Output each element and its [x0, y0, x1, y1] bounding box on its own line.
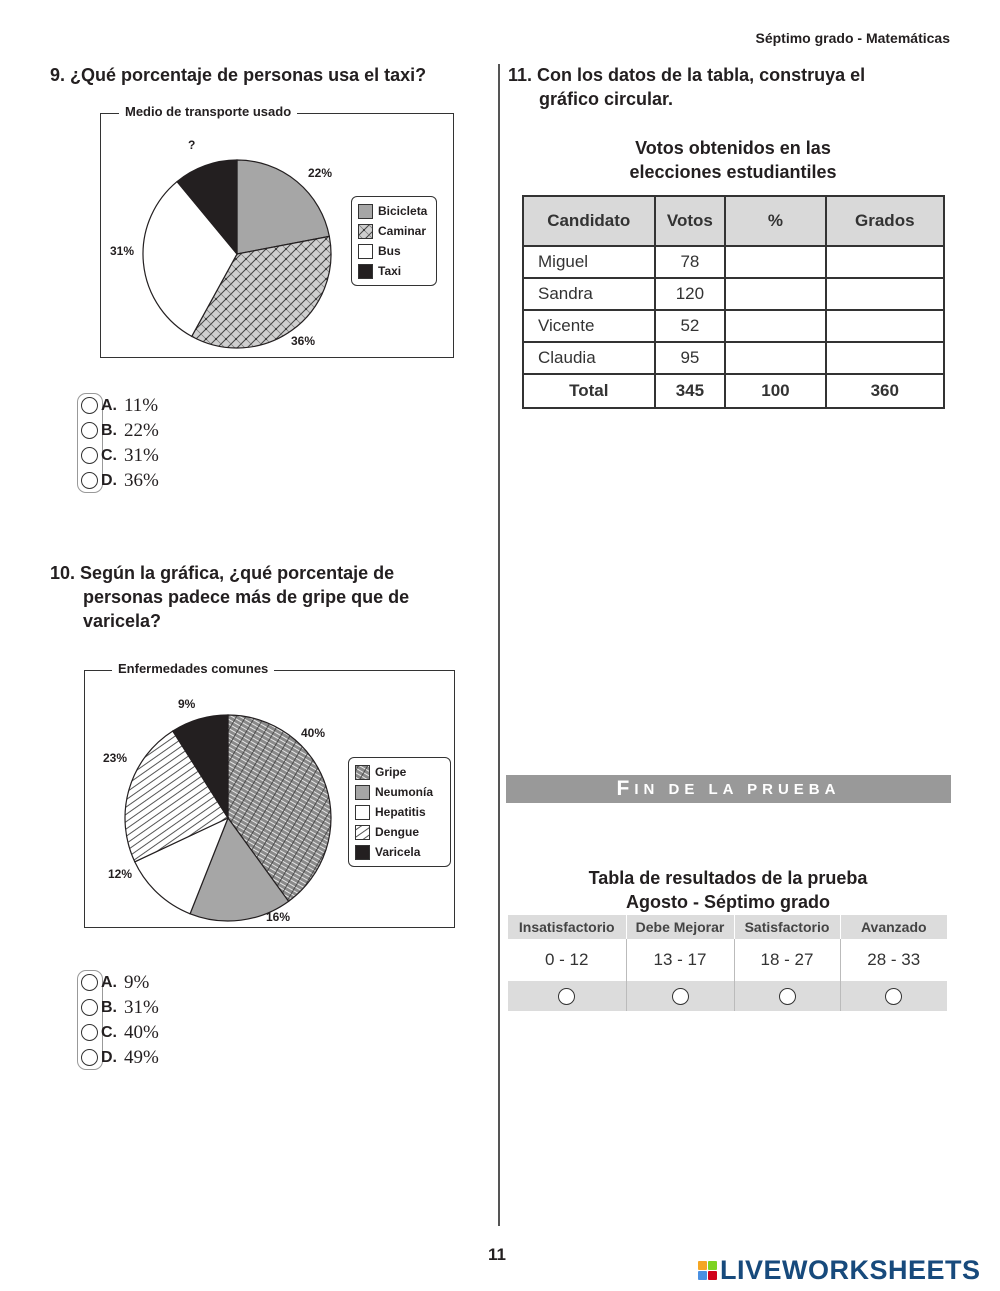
- votes-table: [522, 195, 945, 409]
- cell-grados-input[interactable]: [826, 278, 944, 310]
- radio-bubble[interactable]: [81, 472, 98, 489]
- swatch-dengue: [355, 825, 370, 840]
- question-9-number: 9.: [50, 65, 66, 85]
- header-candidato: Candidato: [523, 196, 655, 246]
- pct-label-gripe: 40%: [301, 726, 326, 740]
- cell-votes: 95: [655, 342, 726, 374]
- legend-item-taxi: Taxi: [358, 261, 430, 281]
- legend-item-dengue: Dengue: [355, 822, 444, 842]
- pct-label-caminar: 36%: [291, 334, 316, 348]
- radio-bubble[interactable]: [81, 422, 98, 439]
- cell-votes: 78: [655, 246, 726, 278]
- header-votos: Votos: [655, 196, 726, 246]
- radio-bubble[interactable]: [81, 397, 98, 414]
- total-grados: 360: [826, 374, 944, 408]
- question-10-number: 10.: [50, 563, 76, 583]
- liveworksheets-logo-icon: [698, 1261, 717, 1280]
- cell-grados-input[interactable]: [826, 342, 944, 374]
- cell-pct-input[interactable]: [725, 342, 825, 374]
- swatch-caminar: [358, 224, 373, 239]
- results-table-title: Tabla de resultados de la prueba Agosto - Séptimo grado: [588, 868, 868, 912]
- radio-bubble[interactable]: [81, 447, 98, 464]
- cell-votes: 120: [655, 278, 726, 310]
- swatch-gripe: [355, 765, 370, 780]
- radio-bubble[interactable]: [779, 988, 796, 1005]
- q9-option-a[interactable]: A. 11%: [81, 393, 159, 418]
- radio-bubble[interactable]: [81, 1024, 98, 1041]
- legend-item-bicicleta: Bicicleta: [358, 201, 430, 221]
- results-range-row: [508, 939, 947, 981]
- votes-table-title: Votos obtenidos en las elecciones estudiantiles: [629, 138, 837, 182]
- cell-candidate: Sandra: [523, 278, 655, 310]
- cell-pct-input[interactable]: [725, 310, 825, 342]
- results-header-satisfactorio: Satisfactorio: [734, 915, 840, 939]
- swatch-hepatitis: [355, 805, 370, 820]
- results-bubble-row: [508, 981, 947, 1011]
- table-row: [523, 342, 944, 374]
- result-option-debe-mejorar[interactable]: [626, 981, 734, 1011]
- q9-option-c[interactable]: C. 31%: [81, 443, 159, 468]
- total-votes: 345: [655, 374, 726, 408]
- cell-grados-input[interactable]: [826, 246, 944, 278]
- swatch-bicicleta: [358, 204, 373, 219]
- legend-item-bus: Bus: [358, 241, 430, 261]
- cell-votes: 52: [655, 310, 726, 342]
- q10-option-d[interactable]: D. 49%: [81, 1045, 159, 1070]
- header-grados: Grados: [826, 196, 944, 246]
- radio-bubble[interactable]: [885, 988, 902, 1005]
- question-11-number: 11.: [508, 65, 533, 85]
- table-total-row: [523, 374, 944, 408]
- total-label: Total: [523, 374, 655, 408]
- legend-item-gripe: Gripe: [355, 762, 444, 782]
- chart-transporte: [100, 104, 454, 358]
- results-header-row: [508, 915, 947, 939]
- pct-label-bus: 31%: [110, 244, 135, 258]
- results-header-insatisfactorio: Insatisfactorio: [508, 915, 626, 939]
- header-porcentaje: %: [725, 196, 825, 246]
- legend-item-neumonia: Neumonía: [355, 782, 444, 802]
- swatch-varicela: [355, 845, 370, 860]
- pct-label-varicela: 9%: [178, 697, 196, 711]
- fin-de-la-prueba-banner: F IN DE LA PRUEBA: [506, 775, 951, 803]
- result-option-satisfactorio[interactable]: [734, 981, 840, 1011]
- legend-item-hepatitis: Hepatitis: [355, 802, 444, 822]
- cell-pct-input[interactable]: [725, 278, 825, 310]
- cell-candidate: Vicente: [523, 310, 655, 342]
- range-insatisfactorio: 0 - 12: [508, 939, 626, 981]
- q10-option-a[interactable]: A. 9%: [81, 970, 159, 995]
- page-number: 11: [488, 1245, 506, 1264]
- q9-options: [81, 393, 159, 493]
- column-divider: [498, 64, 500, 1226]
- question-9-text: ¿Qué porcentaje de personas usa el taxi?: [70, 65, 427, 85]
- table-row: [523, 278, 944, 310]
- q9-option-b[interactable]: B. 22%: [81, 418, 159, 443]
- pct-label-neumonia: 16%: [266, 910, 291, 924]
- results-header-avanzado: Avanzado: [840, 915, 947, 939]
- legend-item-varicela: Varicela: [355, 842, 444, 862]
- chart-enfermedades: [84, 661, 455, 928]
- swatch-bus: [358, 244, 373, 259]
- q10-option-b[interactable]: B. 31%: [81, 995, 159, 1020]
- range-avanzado: 28 - 33: [867, 950, 921, 969]
- pct-label-hepatitis: 12%: [108, 867, 133, 881]
- chart-transporte-title: Medio de transporte usado: [119, 104, 297, 119]
- question-11-title: 11. Con los datos de la tabla, construya el gráfico circular.: [508, 65, 866, 109]
- swatch-taxi: [358, 264, 373, 279]
- legend-transporte: [351, 196, 437, 286]
- cell-pct-input[interactable]: [725, 246, 825, 278]
- pct-label-bicicleta: 22%: [308, 166, 333, 180]
- radio-bubble[interactable]: [558, 988, 575, 1005]
- cell-candidate: Miguel: [523, 246, 655, 278]
- page-header-title: Séptimo grado - Matemáticas: [755, 30, 950, 46]
- table-header-row: [523, 196, 944, 246]
- results-header-debe-mejorar: Debe Mejorar: [626, 915, 734, 939]
- swatch-neumonia: [355, 785, 370, 800]
- radio-bubble[interactable]: [672, 988, 689, 1005]
- pct-label-dengue: 23%: [103, 751, 128, 765]
- legend-enfermedades: [348, 757, 451, 867]
- result-option-avanzado[interactable]: [840, 981, 947, 1011]
- radio-bubble[interactable]: [81, 1049, 98, 1066]
- table-row: [523, 310, 944, 342]
- question-9-title: [50, 63, 426, 87]
- result-option-insatisfactorio[interactable]: [508, 981, 626, 1011]
- total-pct: 100: [725, 374, 825, 408]
- results-table: [508, 915, 947, 1011]
- question-10-title: 10. Según la gráfica, ¿qué porcentaje de personas padece más de gripe que de varicela?: [50, 563, 410, 631]
- cell-grados-input[interactable]: [826, 310, 944, 342]
- range-debe-mejorar: 13 - 17: [626, 939, 734, 981]
- q10-option-c[interactable]: C. 40%: [81, 1020, 159, 1045]
- radio-bubble[interactable]: [81, 974, 98, 991]
- radio-bubble[interactable]: [81, 999, 98, 1016]
- cell-candidate: Claudia: [523, 342, 655, 374]
- pct-label-taxi: ?: [188, 138, 196, 152]
- q9-option-d[interactable]: D. 36%: [81, 468, 159, 493]
- chart-enfermedades-title: Enfermedades comunes: [112, 661, 274, 676]
- legend-item-caminar: Caminar: [358, 221, 430, 241]
- q10-options: [81, 970, 159, 1070]
- table-row: [523, 246, 944, 278]
- range-satisfactorio: 18 - 27: [734, 939, 840, 981]
- liveworksheets-brand[interactable]: LIVEWORKSHEETS: [698, 1255, 981, 1286]
